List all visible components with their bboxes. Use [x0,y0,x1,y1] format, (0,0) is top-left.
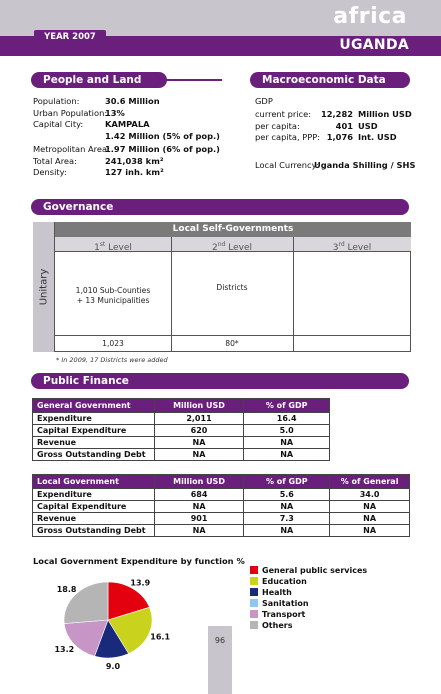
row-value: 401 [335,120,353,131]
level-num: 1 [94,243,100,253]
people-land-heading: People and Land [31,72,167,88]
level-sup: st [99,241,106,248]
legend-swatch [250,610,258,618]
level-2-header [171,237,293,252]
row-label: Expenditure [33,489,155,501]
cell: NA [244,501,330,513]
unitary-label: Unitary [38,268,49,306]
macro-heading: Macroeconomic Data [250,72,410,88]
row-value: 127 inh. km² [105,167,164,177]
cell: NA [330,501,410,513]
row-value: 1,076 [326,132,353,142]
legend-swatch [250,566,258,574]
column-header: % of GDP [244,475,330,489]
row-value: KAMPALA [105,119,150,129]
pie-data-label: 9.0 [105,661,121,671]
row-value: 12,282 [320,109,353,119]
governance-footnote: * In 2009, 17 Districts were added [56,356,168,364]
table-header-row [33,399,330,413]
table-row [33,425,330,437]
legend-item [250,565,410,576]
cell: NA [244,525,330,537]
level-1-line1: 1,010 Sub-Counties [75,286,151,295]
cell: 5.6 [244,489,330,501]
row-label: current price: [255,109,312,119]
legend-swatch [250,621,258,629]
pie-data-label: 16.1 [150,632,171,642]
cell: 901 [154,513,244,525]
chart-title: Local Government Expenditure by function % [33,556,245,566]
cell: 7.3 [244,513,330,525]
local-self-governments-header: Local Self-Governments [55,222,411,237]
chart-legend [250,565,410,631]
local-government-table [32,474,410,537]
unitary-label-cell [33,222,55,352]
row-value: 30.6 Million [105,96,160,106]
level-word: Level [347,243,372,253]
cell: NA [154,437,244,449]
table-row [33,449,330,461]
pie-data-label: 13.2 [54,644,75,654]
legend-label: Others [262,621,293,630]
row-label: Expenditure [33,413,155,425]
row-label: Urban Population: [33,107,108,118]
table-row [33,525,410,537]
level-1-units [55,286,171,306]
legend-item [250,598,410,609]
cell: 16.4 [244,413,330,425]
level-1-count: 1,023 [102,339,124,348]
row-unit: USD [358,120,378,131]
level-sup: rd [338,241,345,248]
row-value: 241,038 km² [105,155,164,166]
region-title: africa [333,4,407,29]
row-value: 1.42 Million (5% of pop.) [105,130,220,141]
column-header: % of GDP [244,399,330,413]
table-row [33,501,410,513]
row-label: Gross Outstanding Debt [33,449,155,461]
column-header: % of General [330,475,410,489]
currency-label: Local Currency: [255,160,319,170]
row-label: per capita, PPP: [255,132,321,142]
row-label: per capita: [255,120,300,131]
column-header: Million USD [154,475,244,489]
cell: NA [154,525,244,537]
cell: NA [330,525,410,537]
legend-label: General public services [262,566,368,575]
column-header: Million USD [154,399,244,413]
row-value: 13% [105,107,125,118]
general-government-table [32,398,330,461]
level-2-count: 80* [225,339,239,348]
table-header-row [33,475,410,489]
legend-swatch [250,577,258,585]
row-label: Capital City: [33,119,84,129]
row-value: 1.97 Million (6% of pop.) [105,144,220,154]
cell: NA [244,449,330,461]
pie-data-label: 13.9 [130,578,151,588]
row-divider [55,335,411,336]
cell: 5.0 [244,425,330,437]
currency-value: Uganda Shilling / SHS [314,160,416,170]
cell: NA [244,437,330,449]
table-row [33,413,330,425]
row-label: Metropolitan Area: [33,144,110,154]
row-label: Total Area: [33,155,77,166]
legend-item [250,620,410,631]
level-sup: nd [217,241,226,248]
legend-label: Transport [262,610,306,619]
levels-row [55,237,411,252]
table-row [33,513,410,525]
cell: 620 [154,425,244,437]
cell: 2,011 [154,413,244,425]
cell: 34.0 [330,489,410,501]
level-1-header [55,237,171,252]
year-tab: YEAR 2007 [34,30,106,44]
cell: NA [154,501,244,513]
row-label: Population: [33,96,80,106]
row-label: Revenue [33,437,155,449]
legend-item [250,587,410,598]
gdp-label: GDP [255,96,273,106]
level-word: Level [108,243,132,253]
row-label: Revenue [33,513,155,525]
heading-rule [150,79,222,81]
table-row [33,437,330,449]
legend-label: Health [262,588,292,597]
level-2-units: Districts [216,283,248,292]
level-1-line2: + 13 Municipalities [76,296,150,305]
row-unit: Million USD [358,109,412,119]
row-unit: Int. USD [358,132,397,142]
legend-label: Sanitation [262,599,309,608]
level-num: 3 [332,243,339,253]
legend-item [250,609,410,620]
row-label: Gross Outstanding Debt [33,525,155,537]
legend-swatch [250,588,258,596]
level-num: 2 [212,243,218,253]
cell: 684 [154,489,244,501]
legend-item [250,576,410,587]
cell: NA [330,513,410,525]
column-header: Local Government [33,475,155,489]
row-label: Capital Expenditure [33,425,155,437]
country-name: UGANDA [339,37,409,53]
governance-heading: Governance [31,199,409,215]
expenditure-pie-chart [40,570,200,674]
level-3-header [293,237,411,252]
public-finance-heading: Public Finance [31,373,409,389]
column-header: General Government [33,399,155,413]
legend-label: Education [262,577,307,586]
row-label: Capital Expenditure [33,501,155,513]
page-number: 96 [208,626,232,694]
cell: NA [154,449,244,461]
level-word: Level [228,243,252,253]
legend-swatch [250,599,258,607]
row-label: Density: [33,167,67,177]
pie-data-label: 18.8 [56,585,77,595]
table-row [33,489,410,501]
